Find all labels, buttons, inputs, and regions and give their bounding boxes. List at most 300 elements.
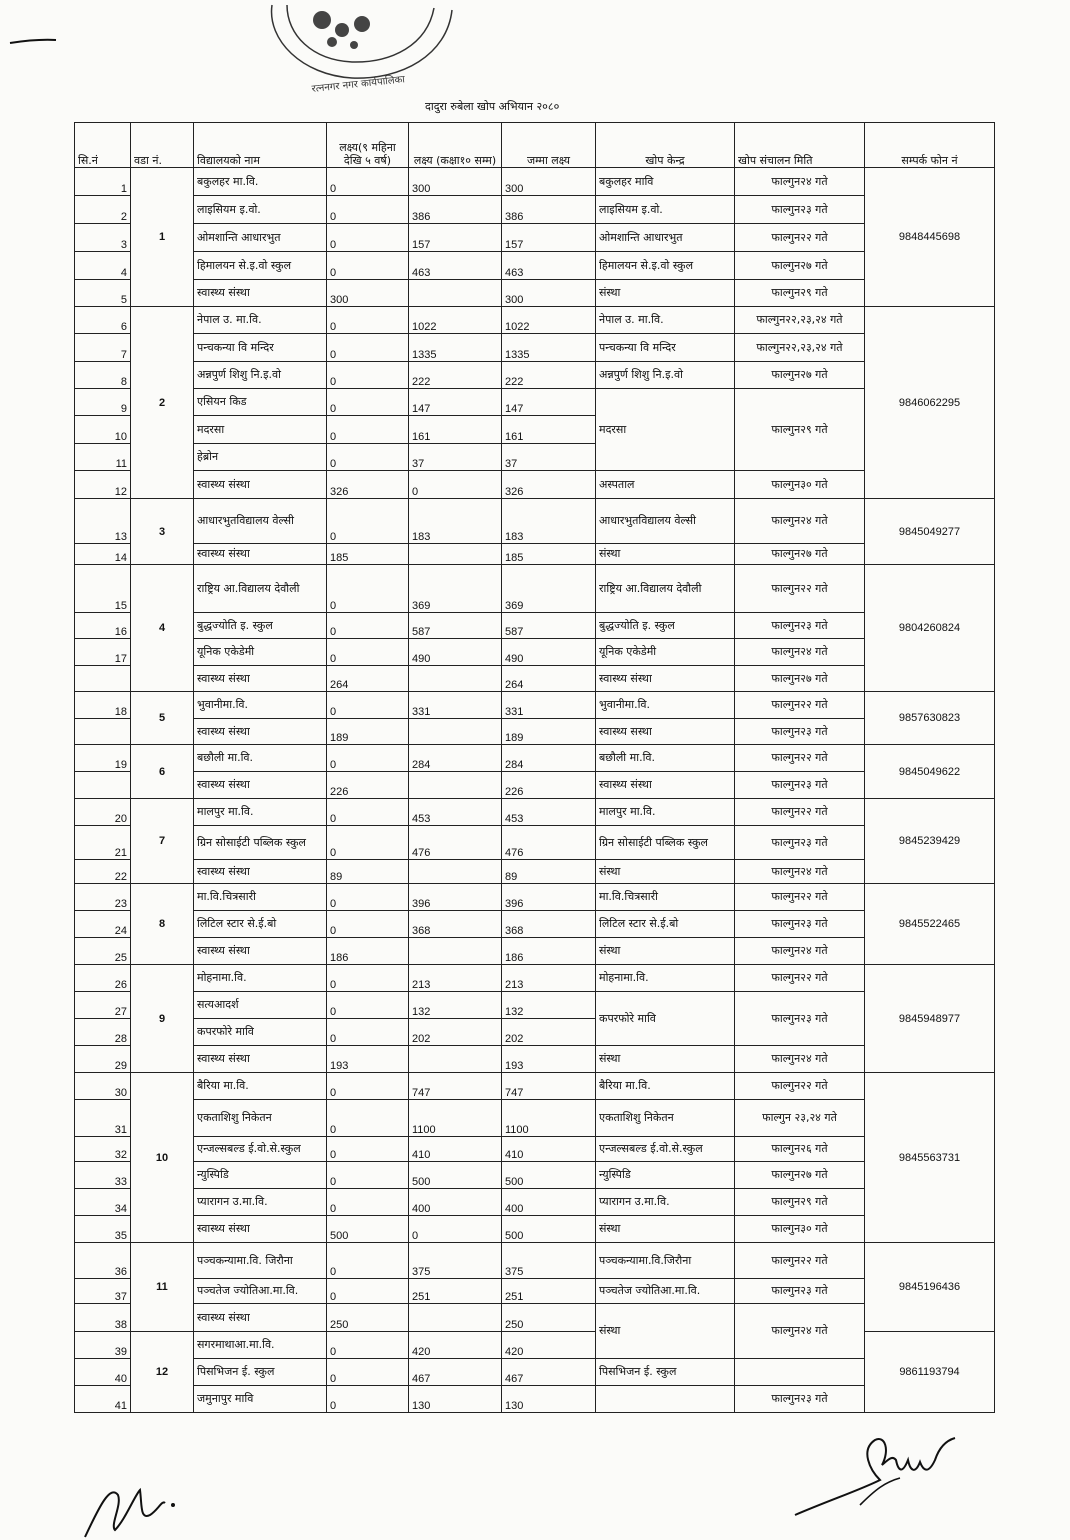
contact-phone-cell: 9845948977 — [865, 965, 995, 1073]
vaccination-center-cell: एन्जल्सबल्ड ई.वो.से.स्कुल — [596, 1137, 735, 1162]
vaccination-center-cell: संस्था — [596, 1216, 735, 1243]
target-under5-cell: 0 — [327, 168, 409, 196]
serial-number-cell: 8 — [75, 362, 131, 389]
table-row — [75, 860, 995, 884]
school-name-cell: बछौली मा.वि. — [194, 745, 327, 772]
vaccination-center-cell: संस्था — [596, 280, 735, 307]
target-under5-cell: 185 — [327, 544, 409, 565]
total-target-cell: 37 — [502, 444, 596, 471]
target-class10-cell: 37 — [409, 444, 502, 471]
ward-number-cell: 1 — [131, 168, 194, 307]
target-class10-cell: 747 — [409, 1073, 502, 1100]
target-class10-cell: 368 — [409, 911, 502, 938]
school-name-cell: सगरमाथाआ.मा.वि. — [194, 1332, 327, 1359]
ward-number-cell: 8 — [131, 884, 194, 965]
table-row — [75, 692, 995, 719]
total-target-cell: 375 — [502, 1243, 596, 1279]
total-target-cell: 420 — [502, 1332, 596, 1359]
col-header-target-under5: लक्ष्य(९ महिना देखि ५ वर्ष) — [327, 123, 409, 168]
contact-phone-cell: 9845049277 — [865, 499, 995, 565]
school-name-cell: स्वास्थ्य संस्था — [194, 471, 327, 499]
school-name-cell: न्युस्पिडि — [194, 1162, 327, 1189]
target-under5-cell: 193 — [327, 1046, 409, 1073]
total-target-cell: 193 — [502, 1046, 596, 1073]
table-row — [75, 613, 995, 639]
total-target-cell: 300 — [502, 168, 596, 196]
vaccination-date-cell: फाल्गुन२७ गते — [735, 666, 865, 692]
total-target-cell: 147 — [502, 389, 596, 416]
target-under5-cell: 0 — [327, 1279, 409, 1304]
target-class10-cell: 386 — [409, 196, 502, 224]
school-name-cell: स्वास्थ्य संस्था — [194, 938, 327, 965]
table-row — [75, 1359, 995, 1386]
target-class10-cell: 467 — [409, 1359, 502, 1386]
school-name-cell: अन्नपुर्ण शिशु नि.इ.वो — [194, 362, 327, 389]
school-name-cell: स्वास्थ्य संस्था — [194, 544, 327, 565]
school-name-cell: स्वास्थ्य संस्था — [194, 1216, 327, 1243]
target-class10-cell: 369 — [409, 565, 502, 613]
vaccination-date-cell: फाल्गुन२२ गते — [735, 692, 865, 719]
target-under5-cell: 0 — [327, 307, 409, 334]
school-name-cell: कपरफोरे मावि — [194, 1019, 327, 1046]
target-under5-cell: 0 — [327, 1243, 409, 1279]
school-name-cell: मा.वि.चित्रसारी — [194, 884, 327, 911]
target-under5-cell: 0 — [327, 745, 409, 772]
serial-number-cell: 16 — [75, 613, 131, 639]
contact-phone-cell: 9845563731 — [865, 1073, 995, 1243]
serial-number-cell: 41 — [75, 1386, 131, 1413]
contact-phone-cell: 9845239429 — [865, 799, 995, 884]
target-under5-cell: 0 — [327, 1137, 409, 1162]
vaccination-date-cell: फाल्गुन२२ गते — [735, 745, 865, 772]
table-row — [75, 1279, 995, 1304]
total-target-cell: 400 — [502, 1189, 596, 1216]
vaccination-date-cell: फाल्गुन२७ गते — [735, 252, 865, 280]
total-target-cell: 250 — [502, 1304, 596, 1332]
target-class10-cell — [409, 544, 502, 565]
vaccination-center-cell: स्वास्थ्य सस्था — [596, 719, 735, 745]
vaccination-date-cell: फाल्गुन२७ गते — [735, 1162, 865, 1189]
table-row — [75, 307, 995, 334]
vaccination-center-cell: पञ्चकन्यामा.वि.जिरौना — [596, 1243, 735, 1279]
serial-number-cell: 1 — [75, 168, 131, 196]
vaccination-center-cell: पञ्चतेज ज्योतिआ.मा.वि. — [596, 1279, 735, 1304]
serial-number-cell: 10 — [75, 416, 131, 444]
serial-number-cell: 34 — [75, 1189, 131, 1216]
vaccination-date-cell: फाल्गुन२९ गते — [735, 1189, 865, 1216]
target-class10-cell: 157 — [409, 224, 502, 252]
school-name-cell: पिसभिजन ई. स्कुल — [194, 1359, 327, 1386]
school-name-cell: मोहनामा.वि. — [194, 965, 327, 992]
target-under5-cell: 226 — [327, 772, 409, 799]
vaccination-date-cell: फाल्गुन२२ गते — [735, 965, 865, 992]
vaccination-center-cell: बुद्धज्योति इ. स्कुल — [596, 613, 735, 639]
vaccination-date-cell: फाल्गुन३० गते — [735, 1216, 865, 1243]
serial-number-cell: 17 — [75, 639, 131, 666]
vaccination-center-cell: ओमशान्ति आधारभुत — [596, 224, 735, 252]
target-class10-cell: 476 — [409, 826, 502, 860]
target-under5-cell: 0 — [327, 224, 409, 252]
target-under5-cell: 0 — [327, 1162, 409, 1189]
vaccination-date-cell: फाल्गुन२४ गते — [735, 499, 865, 544]
total-target-cell: 467 — [502, 1359, 596, 1386]
vaccination-date-cell: फाल्गुन२४ गते — [735, 1304, 865, 1359]
serial-number-cell: 23 — [75, 884, 131, 911]
vaccination-center-cell: अस्पताल — [596, 471, 735, 499]
target-under5-cell: 0 — [327, 416, 409, 444]
total-target-cell: 463 — [502, 252, 596, 280]
ward-number-cell: 12 — [131, 1332, 194, 1413]
vaccination-date-cell: फाल्गुन२३ गते — [735, 911, 865, 938]
vaccination-date-cell: फाल्गुन३० गते — [735, 471, 865, 499]
col-header-date: खोप संचालन मिति — [735, 123, 865, 168]
table-row — [75, 745, 995, 772]
target-class10-cell: 132 — [409, 992, 502, 1019]
ward-number-cell: 9 — [131, 965, 194, 1073]
signature-right — [790, 1430, 960, 1525]
serial-number-cell: 9 — [75, 389, 131, 416]
ward-number-cell: 2 — [131, 307, 194, 499]
total-target-cell: 300 — [502, 280, 596, 307]
vaccination-center-cell: पिसभिजन ई. स्कुल — [596, 1359, 735, 1386]
table-row — [75, 666, 995, 692]
target-under5-cell: 0 — [327, 692, 409, 719]
school-name-cell: जमुनापुर मावि — [194, 1386, 327, 1413]
vaccination-center-cell: कपरफोरे मावि — [596, 992, 735, 1046]
serial-number-cell: 6 — [75, 307, 131, 334]
vaccination-center-cell: बैरिया मा.वि. — [596, 1073, 735, 1100]
total-target-cell: 213 — [502, 965, 596, 992]
vaccination-schedule-table — [74, 122, 995, 1413]
header-row — [75, 123, 995, 168]
vaccination-center-cell — [596, 1386, 735, 1413]
total-target-cell: 500 — [502, 1216, 596, 1243]
school-name-cell: हिमालयन से.इ.वो स्कुल — [194, 252, 327, 280]
school-name-cell: स्वास्थ्य संस्था — [194, 666, 327, 692]
serial-number-cell: 2 — [75, 196, 131, 224]
serial-number-cell — [75, 772, 131, 799]
target-under5-cell: 0 — [327, 1073, 409, 1100]
vaccination-center-cell: न्युस्पिडि — [596, 1162, 735, 1189]
target-class10-cell: 420 — [409, 1332, 502, 1359]
vaccination-center-cell: संस्था — [596, 938, 735, 965]
serial-number-cell: 26 — [75, 965, 131, 992]
serial-number-cell — [75, 719, 131, 745]
total-target-cell: 396 — [502, 884, 596, 911]
total-target-cell: 587 — [502, 613, 596, 639]
total-target-cell: 222 — [502, 362, 596, 389]
target-class10-cell — [409, 1046, 502, 1073]
vaccination-date-cell: फाल्गुन२२ गते — [735, 224, 865, 252]
serial-number-cell: 32 — [75, 1137, 131, 1162]
vaccination-center-cell: भुवानीमा.वि. — [596, 692, 735, 719]
table-row — [75, 826, 995, 860]
target-under5-cell: 264 — [327, 666, 409, 692]
school-name-cell: बुद्धज्योति इ. स्कुल — [194, 613, 327, 639]
school-name-cell: स्वास्थ्य संस्था — [194, 860, 327, 884]
target-class10-cell: 500 — [409, 1162, 502, 1189]
total-target-cell: 747 — [502, 1073, 596, 1100]
col-header-sn: सि.नं — [75, 123, 131, 168]
serial-number-cell: 19 — [75, 745, 131, 772]
serial-number-cell: 20 — [75, 799, 131, 826]
target-under5-cell: 0 — [327, 613, 409, 639]
vaccination-center-cell: लाइसियम इ.वो. — [596, 196, 735, 224]
total-target-cell: 410 — [502, 1137, 596, 1162]
table-row — [75, 499, 995, 544]
serial-number-cell: 15 — [75, 565, 131, 613]
school-name-cell: बैरिया मा.वि. — [194, 1073, 327, 1100]
pen-stroke-mark — [8, 35, 58, 49]
table-row — [75, 471, 995, 499]
vaccination-date-cell: फाल्गुन२३ गते — [735, 992, 865, 1046]
table-row — [75, 911, 995, 938]
total-target-cell: 1100 — [502, 1100, 596, 1137]
school-name-cell: स्वास्थ्य संस्था — [194, 772, 327, 799]
col-header-total-target: जम्मा लक्ष्य — [502, 123, 596, 168]
serial-number-cell: 14 — [75, 544, 131, 565]
ward-number-cell: 4 — [131, 565, 194, 692]
target-under5-cell: 0 — [327, 565, 409, 613]
vaccination-date-cell: फाल्गुन२३ गते — [735, 1386, 865, 1413]
table-row — [75, 719, 995, 745]
total-target-cell: 386 — [502, 196, 596, 224]
target-under5-cell: 0 — [327, 911, 409, 938]
vaccination-date-cell — [735, 1359, 865, 1386]
school-name-cell: एन्जल्सबल्ड ई.वो.से.स्कुल — [194, 1137, 327, 1162]
vaccination-date-cell: फाल्गुन२४ गते — [735, 639, 865, 666]
total-target-cell: 132 — [502, 992, 596, 1019]
table-row — [75, 1162, 995, 1189]
total-target-cell: 161 — [502, 416, 596, 444]
serial-number-cell: 27 — [75, 992, 131, 1019]
target-class10-cell: 375 — [409, 1243, 502, 1279]
serial-number-cell: 4 — [75, 252, 131, 280]
table-row — [75, 334, 995, 362]
contact-phone-cell: 9846062295 — [865, 307, 995, 499]
school-name-cell: ओमशान्ति आधारभुत — [194, 224, 327, 252]
signature-left — [80, 1465, 190, 1540]
target-class10-cell: 587 — [409, 613, 502, 639]
vaccination-center-cell: बकुलहर मावि — [596, 168, 735, 196]
vaccination-center-cell: संस्था — [596, 1304, 735, 1359]
serial-number-cell: 21 — [75, 826, 131, 860]
target-class10-cell — [409, 938, 502, 965]
target-under5-cell: 500 — [327, 1216, 409, 1243]
target-class10-cell: 213 — [409, 965, 502, 992]
ward-number-cell: 11 — [131, 1243, 194, 1332]
target-class10-cell: 0 — [409, 1216, 502, 1243]
vaccination-date-cell: फाल्गुन२६ गते — [735, 1137, 865, 1162]
total-target-cell: 369 — [502, 565, 596, 613]
col-header-phone: सम्पर्क फोन नं — [865, 123, 995, 168]
target-under5-cell: 0 — [327, 992, 409, 1019]
school-name-cell: नेपाल उ. मा.वि. — [194, 307, 327, 334]
target-under5-cell: 189 — [327, 719, 409, 745]
serial-number-cell: 33 — [75, 1162, 131, 1189]
serial-number-cell: 13 — [75, 499, 131, 544]
target-under5-cell: 0 — [327, 1100, 409, 1137]
school-name-cell: आधारभुतविद्यालय वेल्सी — [194, 499, 327, 544]
school-name-cell: पञ्चतेज ज्योतिआ.मा.वि. — [194, 1279, 327, 1304]
target-under5-cell: 0 — [327, 389, 409, 416]
school-name-cell: हेब्रोन — [194, 444, 327, 471]
serial-number-cell: 40 — [75, 1359, 131, 1386]
table-row — [75, 544, 995, 565]
school-name-cell: भुवानीमा.वि. — [194, 692, 327, 719]
school-name-cell: मदरसा — [194, 416, 327, 444]
serial-number-cell: 36 — [75, 1243, 131, 1279]
vaccination-center-cell: संस्था — [596, 1046, 735, 1073]
ward-number-cell: 5 — [131, 692, 194, 745]
target-under5-cell: 0 — [327, 1019, 409, 1046]
ward-number-cell: 6 — [131, 745, 194, 799]
target-under5-cell: 0 — [327, 499, 409, 544]
target-under5-cell: 0 — [327, 362, 409, 389]
target-under5-cell: 0 — [327, 1386, 409, 1413]
document-title: दादुरा रुबेला खोप अभियान २०८० — [425, 100, 560, 113]
vaccination-date-cell: फाल्गुन२३ गते — [735, 1279, 865, 1304]
vaccination-center-cell: मा.वि.चित्रसारी — [596, 884, 735, 911]
target-under5-cell: 0 — [327, 252, 409, 280]
target-class10-cell: 1100 — [409, 1100, 502, 1137]
target-under5-cell: 186 — [327, 938, 409, 965]
serial-number-cell: 7 — [75, 334, 131, 362]
vaccination-date-cell: फाल्गुन२३ गते — [735, 613, 865, 639]
table-row — [75, 992, 995, 1019]
table-row — [75, 280, 995, 307]
table-row — [75, 1137, 995, 1162]
contact-phone-cell: 9857630823 — [865, 692, 995, 745]
target-class10-cell: 490 — [409, 639, 502, 666]
total-target-cell: 157 — [502, 224, 596, 252]
target-class10-cell — [409, 772, 502, 799]
vaccination-date-cell: फाल्गुन२२,२३,२४ गते — [735, 334, 865, 362]
target-class10-cell: 161 — [409, 416, 502, 444]
school-name-cell: स्वास्थ्य संस्था — [194, 719, 327, 745]
ward-number-cell: 10 — [131, 1073, 194, 1243]
school-name-cell: एसियन किड — [194, 389, 327, 416]
col-header-school: विद्यालयको नाम — [194, 123, 327, 168]
vaccination-date-cell: फाल्गुन२२ गते — [735, 884, 865, 911]
total-target-cell: 1022 — [502, 307, 596, 334]
table-row — [75, 224, 995, 252]
serial-number-cell: 22 — [75, 860, 131, 884]
target-class10-cell — [409, 280, 502, 307]
vaccination-date-cell: फाल्गुन२९ गते — [735, 389, 865, 471]
serial-number-cell: 37 — [75, 1279, 131, 1304]
vaccination-center-cell: आधारभुतविद्यालय वेल्सी — [596, 499, 735, 544]
target-under5-cell: 0 — [327, 799, 409, 826]
target-class10-cell: 222 — [409, 362, 502, 389]
target-class10-cell: 463 — [409, 252, 502, 280]
target-class10-cell: 183 — [409, 499, 502, 544]
target-class10-cell — [409, 1304, 502, 1332]
vaccination-date-cell: फाल्गुन२३ गते — [735, 772, 865, 799]
table-row — [75, 884, 995, 911]
vaccination-date-cell: फाल्गुन२३ गते — [735, 196, 865, 224]
col-header-vaccination-center: खोप केन्द्र — [596, 123, 735, 168]
table-row — [75, 1304, 995, 1332]
vaccination-date-cell: फाल्गुन२३ गते — [735, 826, 865, 860]
vaccination-center-cell: लिटिल स्टार से.ई.बो — [596, 911, 735, 938]
school-name-cell: यूनिक एकेडेमी — [194, 639, 327, 666]
target-class10-cell: 284 — [409, 745, 502, 772]
vaccination-date-cell: फाल्गुन२२,२३,२४ गते — [735, 307, 865, 334]
vaccination-center-cell: स्वास्थ्य संस्था — [596, 666, 735, 692]
target-under5-cell: 0 — [327, 884, 409, 911]
serial-number-cell: 39 — [75, 1332, 131, 1359]
ward-number-cell: 3 — [131, 499, 194, 565]
contact-phone-cell: 9861193794 — [865, 1332, 995, 1413]
table-row — [75, 1046, 995, 1073]
target-class10-cell: 396 — [409, 884, 502, 911]
table-row — [75, 389, 995, 416]
svg-text:रत्ननगर नगर कार्यपालिका: रत्ननगर नगर कार्यपालिका — [311, 74, 406, 95]
vaccination-date-cell: फाल्गुन२३ गते — [735, 719, 865, 745]
contact-phone-cell: 9845522465 — [865, 884, 995, 965]
vaccination-center-cell: एकताशिशु निकेतन — [596, 1100, 735, 1137]
school-name-cell: राष्ट्रिय आ.विद्यालय देवौली — [194, 565, 327, 613]
table-row — [75, 938, 995, 965]
municipality-seal — [262, 0, 462, 100]
target-under5-cell: 326 — [327, 471, 409, 499]
total-target-cell: 130 — [502, 1386, 596, 1413]
target-class10-cell — [409, 719, 502, 745]
target-class10-cell — [409, 860, 502, 884]
vaccination-center-cell: हिमालयन से.इ.वो स्कुल — [596, 252, 735, 280]
target-under5-cell: 0 — [327, 444, 409, 471]
vaccination-center-cell: नेपाल उ. मा.वि. — [596, 307, 735, 334]
target-under5-cell: 0 — [327, 965, 409, 992]
target-class10-cell: 147 — [409, 389, 502, 416]
vaccination-date-cell: फाल्गुन२९ गते — [735, 280, 865, 307]
serial-number-cell: 25 — [75, 938, 131, 965]
table-row — [75, 799, 995, 826]
table-row — [75, 965, 995, 992]
table-row — [75, 1073, 995, 1100]
target-class10-cell: 410 — [409, 1137, 502, 1162]
total-target-cell: 284 — [502, 745, 596, 772]
school-name-cell: पञ्चकन्यामा.वि. जिरौना — [194, 1243, 327, 1279]
table-row — [75, 1216, 995, 1243]
target-class10-cell: 251 — [409, 1279, 502, 1304]
vaccination-center-cell: राष्ट्रिय आ.विद्यालय देवौली — [596, 565, 735, 613]
total-target-cell: 183 — [502, 499, 596, 544]
target-under5-cell: 0 — [327, 334, 409, 362]
serial-number-cell: 31 — [75, 1100, 131, 1137]
school-name-cell: बकुलहर मा.वि. — [194, 168, 327, 196]
target-class10-cell: 1022 — [409, 307, 502, 334]
vaccination-center-cell: संस्था — [596, 544, 735, 565]
ward-number-cell: 7 — [131, 799, 194, 884]
target-class10-cell: 202 — [409, 1019, 502, 1046]
target-under5-cell: 0 — [327, 826, 409, 860]
col-header-target-class10: लक्ष्य (कक्षा१० सम्म) — [409, 123, 502, 168]
serial-number-cell: 35 — [75, 1216, 131, 1243]
vaccination-date-cell: फाल्गुन२७ गते — [735, 544, 865, 565]
serial-number-cell: 24 — [75, 911, 131, 938]
vaccination-center-cell: यूनिक एकेडेमी — [596, 639, 735, 666]
total-target-cell: 189 — [502, 719, 596, 745]
school-name-cell: पन्चकन्या वि मन्दिर — [194, 334, 327, 362]
serial-number-cell: 18 — [75, 692, 131, 719]
target-class10-cell: 331 — [409, 692, 502, 719]
total-target-cell: 186 — [502, 938, 596, 965]
table-row — [75, 772, 995, 799]
total-target-cell: 89 — [502, 860, 596, 884]
vaccination-center-cell: संस्था — [596, 860, 735, 884]
